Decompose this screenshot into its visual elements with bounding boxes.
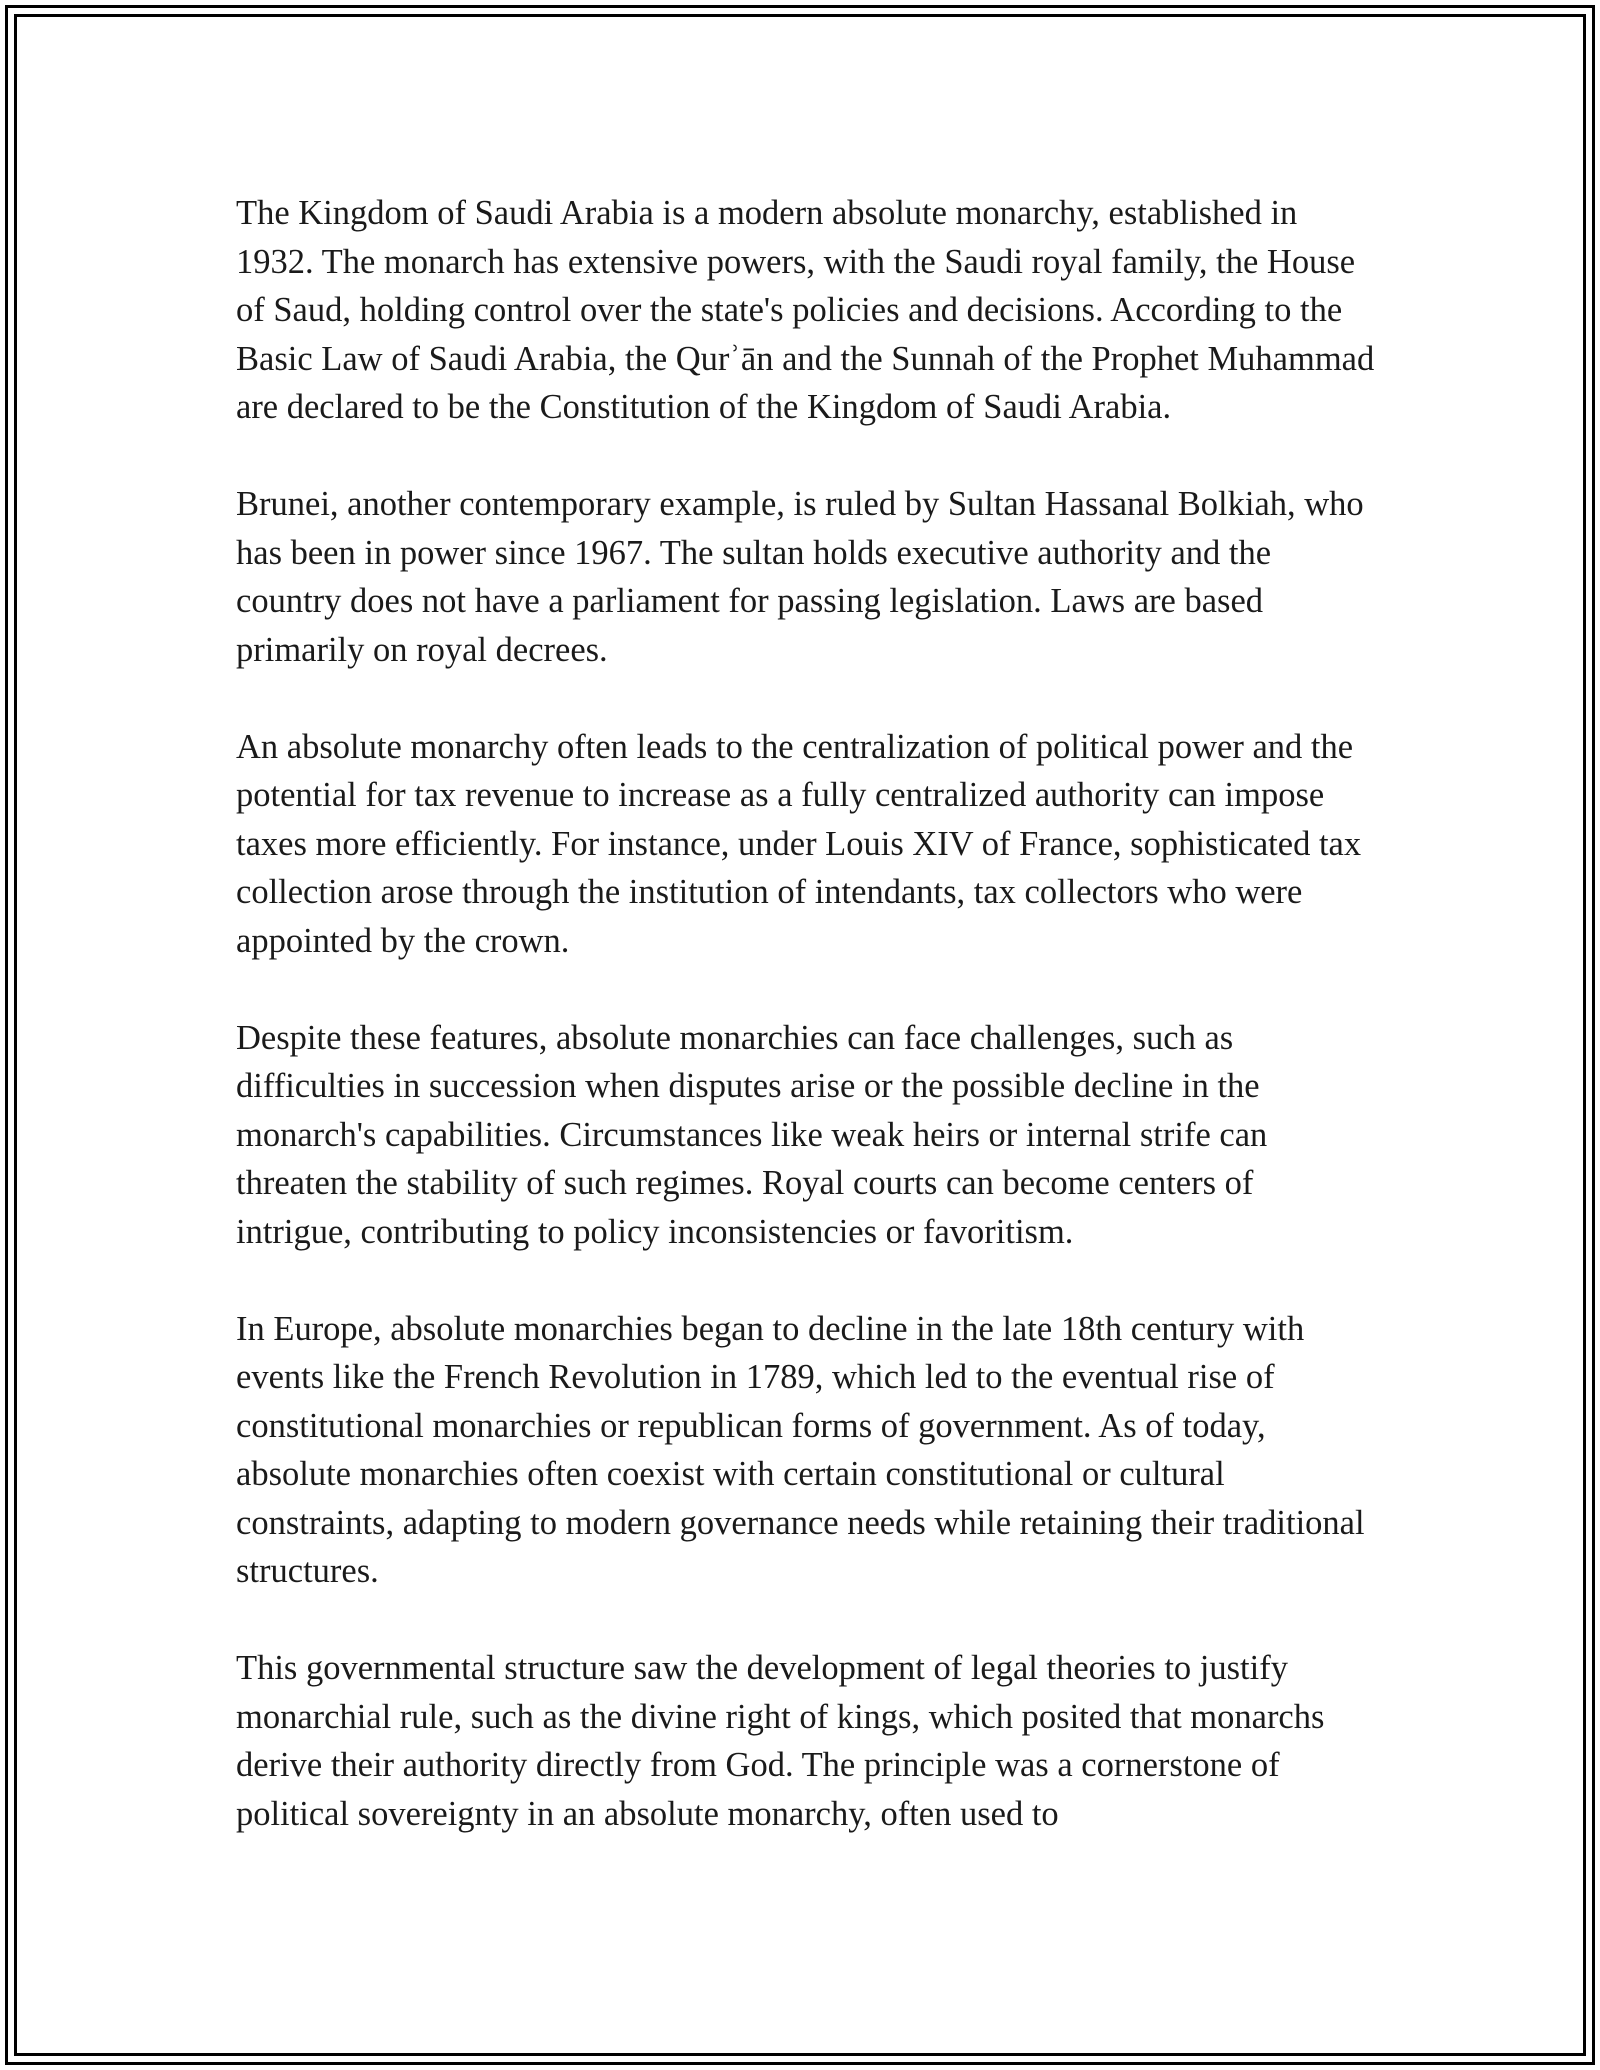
paragraph-centralization: An absolute monarchy often leads to the centralization of political power and the potential for tax revenue to increase as a fully centralized authority can impose taxes more efficiently. For instance, under Louis XIV of France, sophisticated tax collection arose through the institution of intendants, tax collectors who were appointed by the crown. bbox=[236, 727, 1362, 960]
paragraph-challenges: Despite these features, absolute monarchies can face challenges, such as difficulties in succession when disputes arise or the possible decline in the monarch's capabilities. Circumstances like weak heirs or internal strife can threaten the stability of such regimes. Royal courts can become centers of intrigue, contributing to policy inconsistencies or favoritism. bbox=[236, 1018, 1268, 1251]
paragraph-saudi-arabia: The Kingdom of Saudi Arabia is a modern absolute monarchy, established in 1932. The monarch has extensive powers, with the Saudi royal family, the House of Saud, holding control over the state's policies and decisions. According to the Basic Law of Saudi Arabia, the Qurʾān and the Sunnah of the Prophet Muhammad are declared to be the Constitution of the Kingdom of Saudi Arabia. bbox=[236, 194, 1375, 426]
paragraph-brunei: Brunei, another contemporary example, is ruled by Sultan Hassanal Bolkiah, who has been in power since 1967. The sultan holds executive authority and the country does not have a parliament for passing legislation. Laws are based primarily on royal decrees. bbox=[236, 485, 1364, 669]
paragraph-divine-right: This governmental structure saw the development of legal theories to justify monarchial rule, such as the divine right of kings, which posited that monarchs derive their authority directly from God. The principle was a cornerstone of political sovereignty in an absolute monarchy, often used to bbox=[236, 1649, 1325, 1833]
paragraph-europe-decline: In Europe, absolute monarchies began to decline in the late 18th century with events like the French Revolution in 1789, which led to the eventual rise of constitutional monarchies or republican forms of government. As of today, absolute monarchies often coexist with certain constitutional or cultural constraints, adapting to modern governance needs while retaining their traditional structures. bbox=[236, 1309, 1365, 1590]
document-body bbox=[236, 189, 1376, 1838]
